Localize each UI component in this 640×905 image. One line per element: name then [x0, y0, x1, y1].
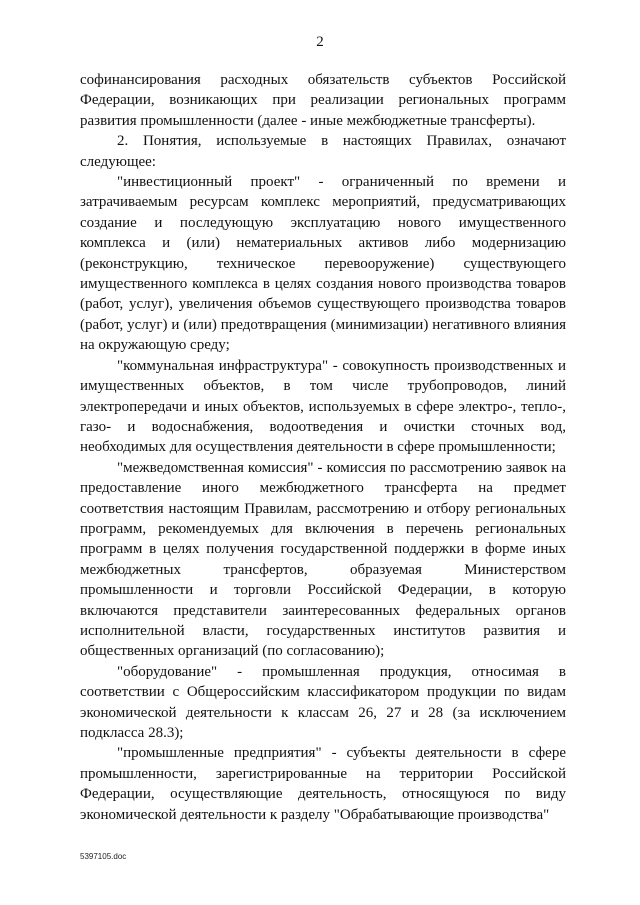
paragraph-cofinancing: софинансирования расходных обязательств субъектов Российской Федерации, возникающих при реализации региональных программ развития промышленности (далее - иные межбюджетные трансферты). [80, 72, 566, 129]
paragraph-industrial-enterprises: "промышленные предприятия" - субъекты деятельности в сфере промышленности, зарегистрированные на территории Российской Федерации, осуществляющие деятельность, относящуюся по виду экономической деятельности к разделу "Обрабатывающие производства" [80, 745, 566, 823]
paragraph-interagency-commission: "межведомственная комиссия" - комиссия по рассмотрению заявок на предоставление иного межбюджетного трансферта на предмет соответствия настоящим Правилам, рассмотрению и отбору региональных программ, рекомендуемых для включения в перечень региональных программ в целях получения государственной поддержки в форме иных межбюджетных трансфертов, образуемая Министерством промышленности и торговли Российской Федерации, в которую включаются представители заинтересованных федеральных органов исполнительной власти, государственных институтов развития и общественных организаций (по согласованию); [80, 459, 566, 660]
page-number: 2 [316, 34, 324, 50]
paragraph-communal-infrastructure: "коммунальная инфраструктура" - совокупность производственных и имущественных объектов, в том числе трубопроводов, линий электропередачи и иных объектов, используемых в сфере электро-, тепло-, газо- и водоснабжения, водоотведения и очистки сточных вод, необходимых для осуществления деятельности в сфере промышленности; [80, 357, 566, 456]
paragraph-definitions-intro: 2. Понятия, используемые в настоящих Правилах, означают следующее: [80, 133, 566, 170]
paragraph-investment-project: "инвестиционный проект" - ограниченный по времени и затрачиваемым ресурсам комплекс мероприятий, предусматривающих создание и последующую эксплуатацию нового имущественного комплекса и (или) нематериальных активов либо модернизацию (реконструкцию, техническое перевооружение) существующего имущественного комплекса в целях создания нового производства товаров (работ, услуг), увеличения объемов существующего производства товаров (работ, услуг) и (или) предотвращения (минимизации) негативного влияния на окружающую среду; [80, 174, 566, 354]
footer-document-code: 5397105.doc [80, 852, 127, 861]
paragraph-equipment: "оборудование" - промышленная продукция, относимая в соответствии с Общероссийским классификатором продукции по видам экономической деятельности к классам 26, 27 и 28 (за исключением подкласса 28.3); [80, 663, 566, 741]
document-body [80, 70, 566, 825]
